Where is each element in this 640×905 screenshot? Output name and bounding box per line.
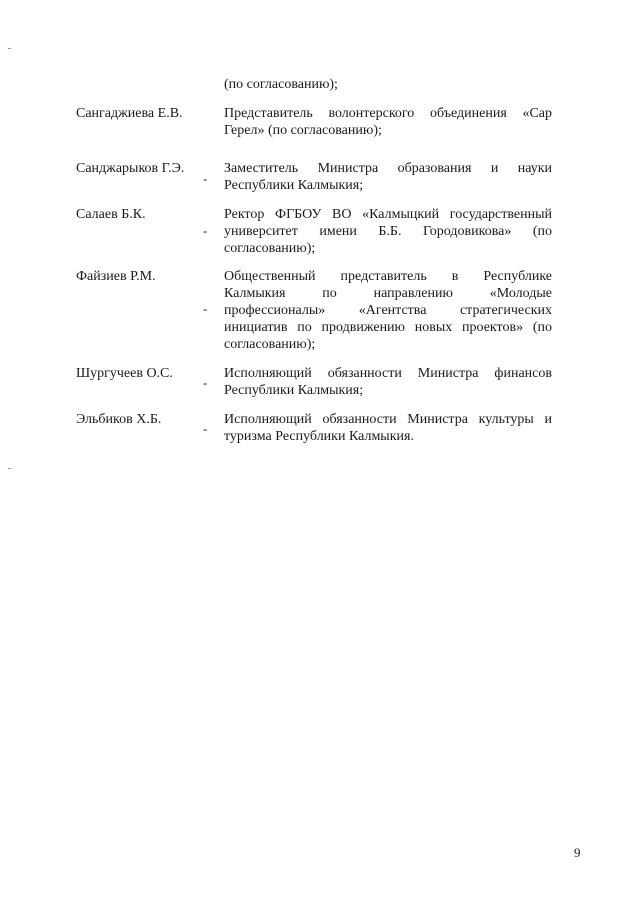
margin-mark bbox=[8, 468, 11, 469]
page-number: 9 bbox=[574, 845, 581, 860]
member-description: Исполняющий обязанности Министра финансов Республики Калмыкия; bbox=[224, 366, 552, 398]
member-description: Общественный представитель в Республике Калмыкия по направлению «Молодые профессионалы» «Агентства стратегических инициатив по продвижению новых проектов» (по согласованию); bbox=[224, 269, 552, 352]
member-description: Заместитель Министра образования и науки Республики Калмыкия; bbox=[224, 161, 552, 193]
dash-separator: - bbox=[203, 375, 208, 390]
member-name: Сангаджиева Е.В. bbox=[76, 106, 183, 121]
margin-mark bbox=[8, 48, 11, 49]
member-description: Представитель волонтерского объединения «Сар Герел» (по согласованию); bbox=[224, 106, 552, 138]
member-name: Салаев Б.К. bbox=[76, 207, 146, 222]
dash-separator: - bbox=[203, 301, 208, 316]
dash-separator: - bbox=[203, 171, 208, 186]
member-name: Санджарыков Г.Э. bbox=[76, 161, 185, 176]
continuation-text: (по согласованию); bbox=[224, 77, 338, 92]
dash-separator: - bbox=[203, 223, 208, 238]
member-description: Исполняющий обязанности Министра культуры и туризма Республики Калмыкия. bbox=[224, 412, 552, 444]
member-name: Эльбиков Х.Б. bbox=[76, 412, 162, 427]
dash-separator: - bbox=[203, 421, 208, 436]
member-description: Ректор ФГБОУ ВО «Калмыцкий государственный университет имени Б.Б. Городовикова» (по согласованию); bbox=[224, 207, 552, 256]
member-name: Шургучеев О.С. bbox=[76, 366, 173, 381]
member-name: Файзиев Р.М. bbox=[76, 269, 156, 284]
